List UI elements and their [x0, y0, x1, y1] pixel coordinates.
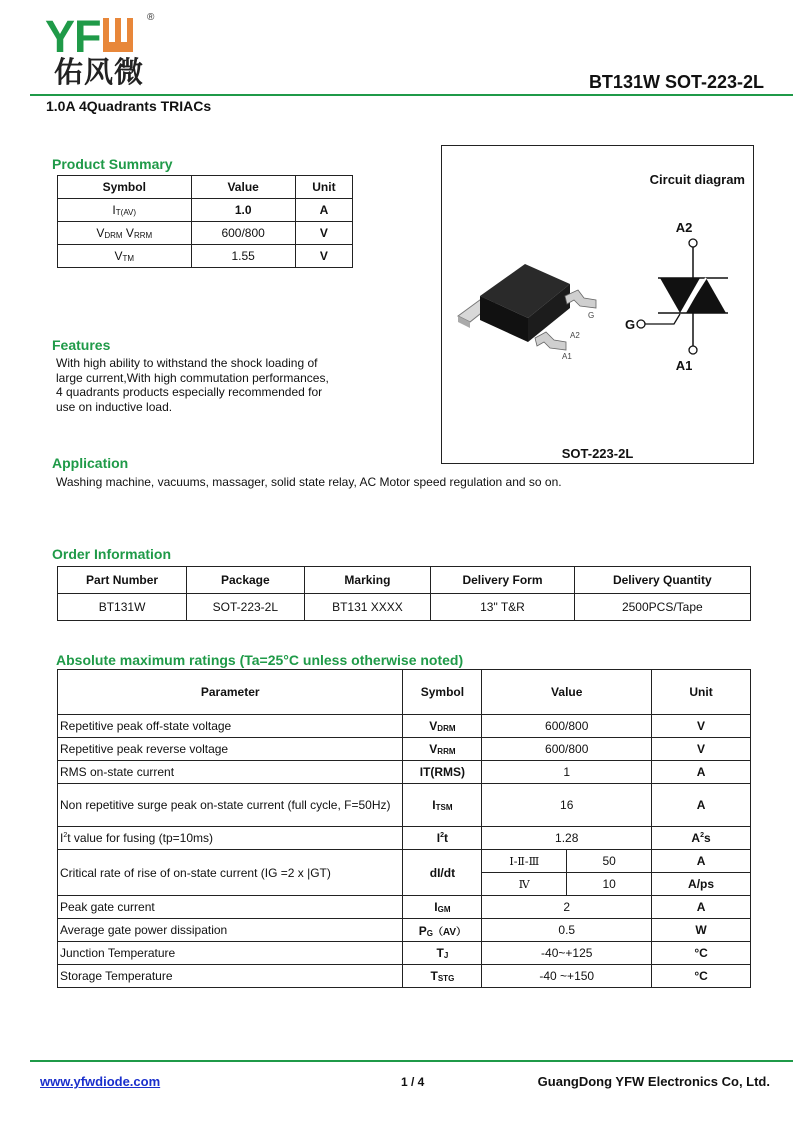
value-cell: 16 [482, 784, 652, 827]
marking-cell: BT131 XXXX [304, 594, 431, 621]
svg-text:A1: A1 [675, 358, 693, 373]
value-cell: 1 [482, 761, 652, 784]
pkg-pin-a1-label: A1 [562, 352, 572, 361]
logo-w-mark [103, 18, 133, 52]
header-cell: Parameter [58, 670, 403, 715]
product-summary-title: Product Summary [52, 156, 173, 172]
table-row [58, 919, 751, 942]
table-row [58, 222, 353, 245]
quadrant-cell: Ⅳ [482, 873, 567, 896]
table-row [58, 896, 751, 919]
table-row [58, 784, 751, 827]
param-cell: $I^2t$ value for fusing (tp=10ms) [58, 827, 403, 850]
unit-cell: A [652, 761, 751, 784]
value-cell: -40~+125 [482, 942, 652, 965]
table-row [58, 715, 751, 738]
unit-cell: $A^2s$ [652, 827, 751, 850]
features-line: 4 quadrants products especially recommended for [56, 385, 323, 399]
symbol-cell: IT(AV) [58, 199, 192, 222]
part-number-cell: BT131W [58, 594, 187, 621]
table-row [58, 199, 353, 222]
pkg-pin-g-label: G [588, 311, 595, 320]
symbol-cell: ITSM [403, 784, 482, 827]
features-line: large current,With high commutation performances, [56, 370, 329, 385]
table-row [58, 738, 751, 761]
value-cell: 600/800 [482, 738, 652, 761]
symbol-cell: dI/dt [403, 850, 482, 896]
value-cell: 10 [567, 873, 652, 896]
unit-cell: V [652, 738, 751, 761]
unit-cell: V [652, 715, 751, 738]
symbol-cell: IGM [403, 896, 482, 919]
registered-mark: ® [147, 12, 155, 23]
value-cell: 1.28 [482, 827, 652, 850]
param-cell: Junction Temperature [58, 942, 403, 965]
logo-chinese: 佑风微 [54, 55, 145, 89]
header-cell: Delivery Quantity [574, 567, 750, 594]
abs-max-table [57, 669, 751, 988]
symbol-cell: PG（AV） [403, 919, 482, 942]
unit-cell: V [295, 245, 352, 268]
value-cell: 600/800 [482, 715, 652, 738]
value-cell: 1.0 [191, 199, 295, 222]
table-row [58, 245, 353, 268]
features-text [56, 356, 346, 414]
unit-cell: °C [652, 965, 751, 988]
param-cell: Repetitive peak off-state voltage [58, 715, 403, 738]
unit-cell: °C [652, 942, 751, 965]
symbol-cell: VDRM [403, 715, 482, 738]
logo-yf: YF [45, 11, 101, 62]
features-title: Features [52, 337, 111, 353]
param-cell: Storage Temperature [58, 965, 403, 988]
application-title: Application [52, 455, 129, 471]
header-cell: Symbol [403, 670, 482, 715]
param-cell: Non repetitive surge peak on-state current (full cycle, F=50Hz) [58, 784, 403, 827]
footer-rule [30, 1060, 793, 1062]
features-line: With high ability to withstand the shock loading of [56, 356, 318, 370]
value-cell: 2 [482, 896, 652, 919]
table-row [58, 965, 751, 988]
unit-cell: V [295, 222, 352, 245]
delivery-quantity-cell: 2500PCS/Tape [574, 594, 750, 621]
order-info-title: Order Information [52, 546, 172, 562]
header-cell: Marking [304, 567, 431, 594]
website-link[interactable]: www.yfwdiode.com [40, 1074, 161, 1089]
header-rule [30, 94, 793, 96]
circuit-diagram-box [441, 145, 754, 464]
sot223-package-icon [450, 256, 600, 366]
value-cell: 50 [567, 850, 652, 873]
symbol-cell: VRRM [403, 738, 482, 761]
logo [45, 11, 133, 62]
triac-symbol-icon [612, 218, 732, 378]
document-subtitle: 1.0A 4Quadrants TRIACs [46, 98, 212, 114]
symbol-cell: IT(RMS) [403, 761, 482, 784]
param-cell: RMS on-state current [58, 761, 403, 784]
symbol-cell: TSTG [403, 965, 482, 988]
header-cell: Delivery Form [431, 567, 574, 594]
param-cell: Critical rate of rise of on-state current (IG =2 x |GT) [58, 850, 403, 896]
table-row [58, 850, 751, 873]
unit-cell: W [652, 919, 751, 942]
value-cell: 1.55 [191, 245, 295, 268]
order-info-table [57, 566, 751, 621]
value-cell: 0.5 [482, 919, 652, 942]
features-line: use on inductive load. [56, 399, 173, 414]
pkg-pin-a2-label: A2 [570, 331, 580, 340]
symbol-cell: $I^2t$ [403, 827, 482, 850]
symbol-cell: TJ [403, 942, 482, 965]
unit-cell: A [295, 199, 352, 222]
param-cell: Peak gate current [58, 896, 403, 919]
document-title: BT131W SOT-223-2L [588, 72, 764, 92]
header-cell: Unit [652, 670, 751, 715]
header-cell: Symbol [58, 176, 192, 199]
unit-cell: A [652, 896, 751, 919]
application-text: Washing machine, vacuums, massager, solid state relay, AC Motor speed regulation and so on. [56, 475, 562, 489]
value-cell: 600/800 [191, 222, 295, 245]
unit-cell: A/ps [652, 873, 751, 896]
table-row [58, 594, 751, 621]
company-name: GuangDong YFW Electronics Co, Ltd. [537, 1074, 770, 1089]
table-row [58, 761, 751, 784]
table-header-row [58, 670, 751, 715]
circuit-diagram-title: Circuit diagram [649, 172, 745, 187]
delivery-form-cell: 13" T&R [431, 594, 574, 621]
svg-text:G: G [625, 317, 636, 332]
package-cell: SOT-223-2L [187, 594, 304, 621]
package-label: SOT-223-2L [561, 446, 634, 461]
unit-cell: A [652, 850, 751, 873]
quadrant-cell: Ⅰ-Ⅱ-Ⅲ [482, 850, 567, 873]
symbol-cell: VDRM VRRM [58, 222, 192, 245]
table-row [58, 827, 751, 850]
header-cell: Package [187, 567, 304, 594]
header-cell: Unit [295, 176, 352, 199]
header-cell: Value [191, 176, 295, 199]
table-row [58, 942, 751, 965]
abs-max-title: Absolute maximum ratings (Ta=25°C unless otherwise noted) [56, 652, 464, 668]
param-cell: Repetitive peak reverse voltage [58, 738, 403, 761]
header-cell: Value [482, 670, 652, 715]
page-number: 1 / 4 [401, 1075, 425, 1089]
header-cell: Part Number [58, 567, 187, 594]
unit-cell: A [652, 784, 751, 827]
symbol-cell: VTM [58, 245, 192, 268]
param-cell: Average gate power dissipation [58, 919, 403, 942]
table-header-row [58, 567, 751, 594]
product-summary-table [57, 175, 353, 268]
svg-text:A2: A2 [675, 220, 693, 235]
value-cell: -40 ~+150 [482, 965, 652, 988]
table-header-row [58, 176, 353, 199]
